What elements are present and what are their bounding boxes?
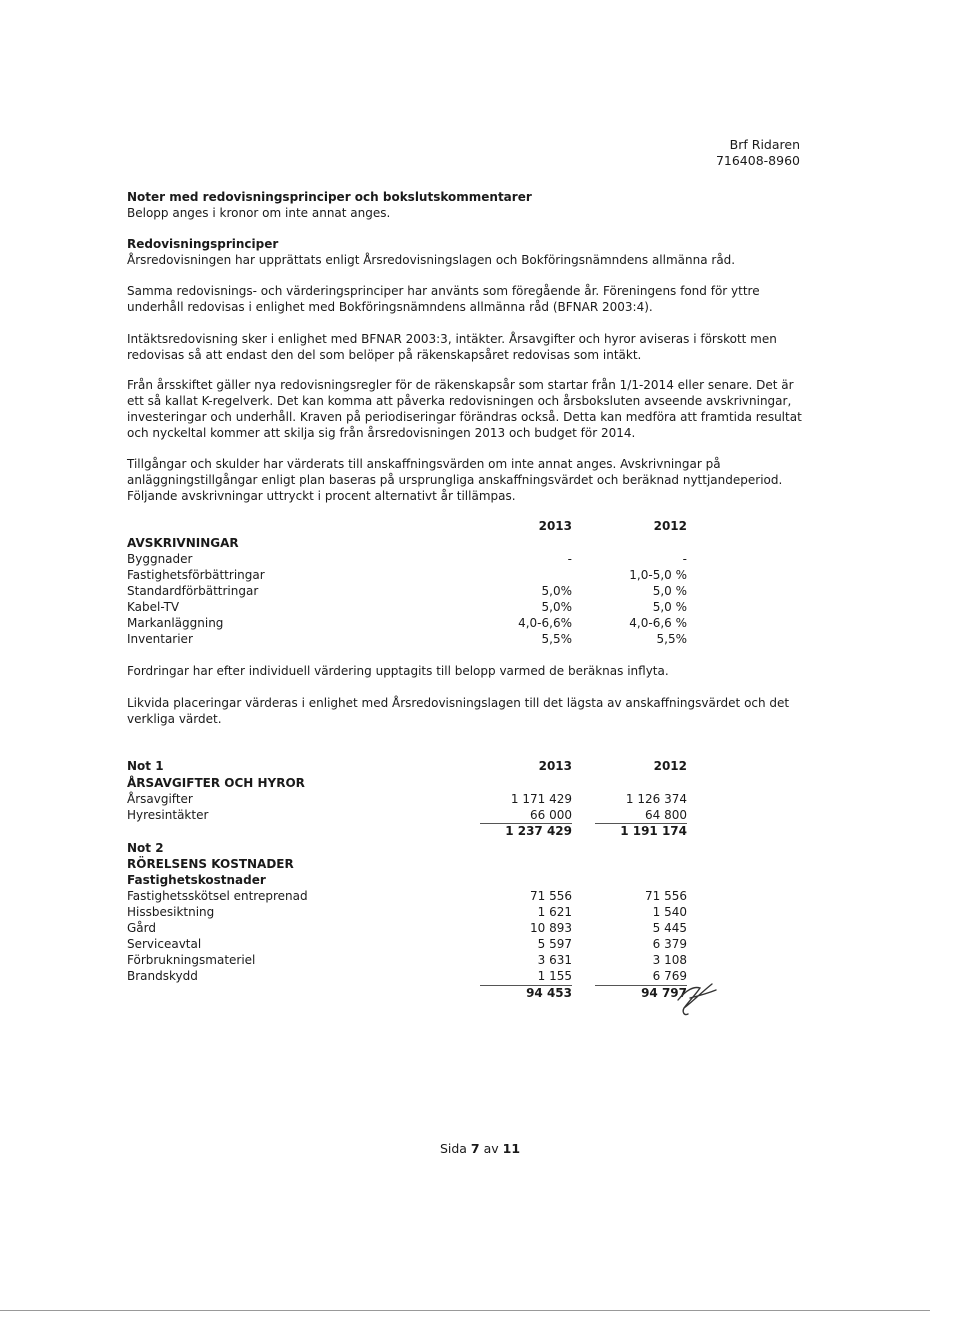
value-2013: 3 631 [537,953,572,967]
note2-heading: RÖRELSENS KOSTNADER [127,857,294,871]
year-2012: 2012 [653,519,687,533]
principles-p5-block [127,456,807,504]
table-row [127,968,687,984]
intro [127,189,807,221]
table-row [127,952,687,968]
value-2013: 5 597 [537,937,572,951]
note1-year-2012: 2012 [653,759,687,773]
table-row [127,551,687,567]
footer-page-number: 7 [470,1141,480,1156]
row-label: Förbrukningsmateriel [127,953,256,967]
value-2013: - [567,552,572,566]
principles-p4-block [127,377,807,441]
value-2013: 1 155 [537,969,572,983]
handwritten-initials-signature [672,978,722,1018]
value-2012: 4,0-6,6 % [629,616,687,630]
table-row [127,936,687,952]
table-row [127,631,687,647]
note2-subheading: Fastighetskostnader [127,873,266,887]
value-2012: 71 556 [645,889,687,903]
value-2013: 5,0% [541,584,572,598]
note1-year-2013: 2013 [538,759,572,773]
value-2013: 10 893 [530,921,572,935]
note1-header [127,758,687,774]
principles-p2: Samma redovisnings- och värderingsprinciper har använts som föregående år. Föreningens fond för yttre underhåll redovisas i enlighet med Bokföringsnämndens allmänna råd (BFNAR 2003:4). [127,284,760,314]
value-2012: 1 126 374 [625,792,687,806]
row-label: Serviceavtal [127,937,202,951]
value-2012: 1 540 [652,905,687,919]
note2-subheading-row [127,872,687,888]
principles-p3: Intäktsredovisning sker i enlighet med BFNAR 2003:3, intäkter. Årsavgifter och hyror aviseras i förskott men redovisas så att endast den del som belöper på räkenskapsåret redovisas som intäkt. [127,332,777,362]
row-label: Fastighetsskötsel entreprenad [127,889,308,903]
row-label: Standardförbättringar [127,584,259,598]
depreciation-heading: AVSKRIVNINGAR [127,536,239,550]
note2-total-2012: 94 797 [641,986,687,1000]
principles-p5: Tillgångar och skulder har värderats till anskaffningsvärden om inte annat anges. Avskrivningar på anläggningstillgångar enligt plan baseras på ursprungliga anskaffningsvärdet och beräknad nyttjandeperiod. Följande avskrivningar uttryckt i procent alternativt år tillämpas. [127,457,783,503]
value-2013: 5,0% [541,600,572,614]
note1-heading-row [127,775,687,791]
note1-heading: ÅRSAVGIFTER OCH HYROR [127,776,305,790]
row-label: Brandskydd [127,969,198,983]
year-2013: 2013 [538,519,572,533]
value-2012: 5,0 % [652,600,687,614]
value-2012: 6 379 [652,937,687,951]
value-2012: 5,5% [656,632,687,646]
value-2012: 5 445 [652,921,687,935]
value-2012: 64 800 [645,808,687,822]
notes-subtitle: Belopp anges i kronor om inte annat anges. [127,206,391,220]
principles-p2-block [127,283,807,315]
value-2013: 1 171 429 [510,792,572,806]
liquid-text: Likvida placeringar värderas i enlighet med Årsredovisningslagen till det lägsta av anskaffningsvärdet och det verkliga värdet. [127,696,790,726]
table-row [127,807,687,823]
value-2013: 66 000 [530,808,572,822]
principles-p4: Från årsskiftet gäller nya redovisningsregler för de räkenskapsår som startar från 1/1-2014 eller senare. Det är ett så kallat K-regelverk. Det kan komma att påverka redovisningen och årsboksluten avseende avskrivningar, investeringar och underhåll. Kraven på periodiseringar förändras också. Detta kan medföra att framtida resultat och nyckeltal kommer att skilja sig från årsredovisningen 2013 och budget för 2014. [127,378,802,440]
footer-total-pages: 11 [502,1141,521,1156]
note1-label: Not 1 [127,759,164,773]
row-label: Fastighetsförbättringar [127,568,265,582]
value-2012: 3 108 [652,953,687,967]
note2-label-row [127,840,687,856]
table-row [127,615,687,631]
table-row [127,888,687,904]
note1-total-2012: 1 191 174 [620,824,687,838]
value-2012: - [682,552,687,566]
row-label: Byggnader [127,552,193,566]
principles-p1: Årsredovisningen har upprättats enligt Årsredovisningslagen och Bokföringsnämndens allmänna råd. [127,253,736,267]
liquid-block [127,695,807,727]
principles-intro [127,236,807,268]
row-label: Inventarier [127,632,193,646]
table-row [127,904,687,920]
row-label: Gård [127,921,156,935]
receivables-block [127,663,807,679]
principles-p3-block [127,331,807,363]
value-2012: 5,0 % [652,584,687,598]
value-2013: 1 621 [537,905,572,919]
table-row [127,920,687,936]
depreciation-year-header [127,518,687,534]
note2-label: Not 2 [127,841,164,855]
note2-total-row [127,985,687,1001]
org-number: 716408-8960 [715,153,800,168]
row-label: Årsavgifter [127,792,193,806]
footer-middle: av [479,1141,503,1156]
value-2013: 71 556 [530,889,572,903]
note1-total-row [127,823,687,839]
row-label: Hissbesiktning [127,905,215,919]
table-row [127,599,687,615]
value-2012: 6 769 [652,969,687,983]
company-name: Brf Ridaren [729,137,800,152]
note1-total-2013: 1 237 429 [505,824,572,838]
table-row [127,791,687,807]
row-label: Hyresintäkter [127,808,209,822]
footer-prefix: Sida [439,1141,471,1156]
table-row [127,567,687,583]
value-2013: 5,5% [541,632,572,646]
scan-edge-line [0,1310,930,1311]
note2-heading-row [127,856,687,872]
note2-total-2013: 94 453 [526,986,572,1000]
principles-heading: Redovisningsprinciper [127,237,279,251]
value-2012: 1,0-5,0 % [629,568,687,582]
receivables-text: Fordringar har efter individuell värdering upptagits till belopp varmed de beräknas inflyta. [127,664,669,678]
notes-title: Noter med redovisningsprinciper och bokslutskommentarer [127,190,532,204]
table-row [127,583,687,599]
row-label: Markanläggning [127,616,224,630]
depreciation-heading-row [127,535,687,551]
row-label: Kabel-TV [127,600,180,614]
company-header [716,137,800,169]
page-footer [0,1141,960,1156]
value-2013: 4,0-6,6% [518,616,572,630]
